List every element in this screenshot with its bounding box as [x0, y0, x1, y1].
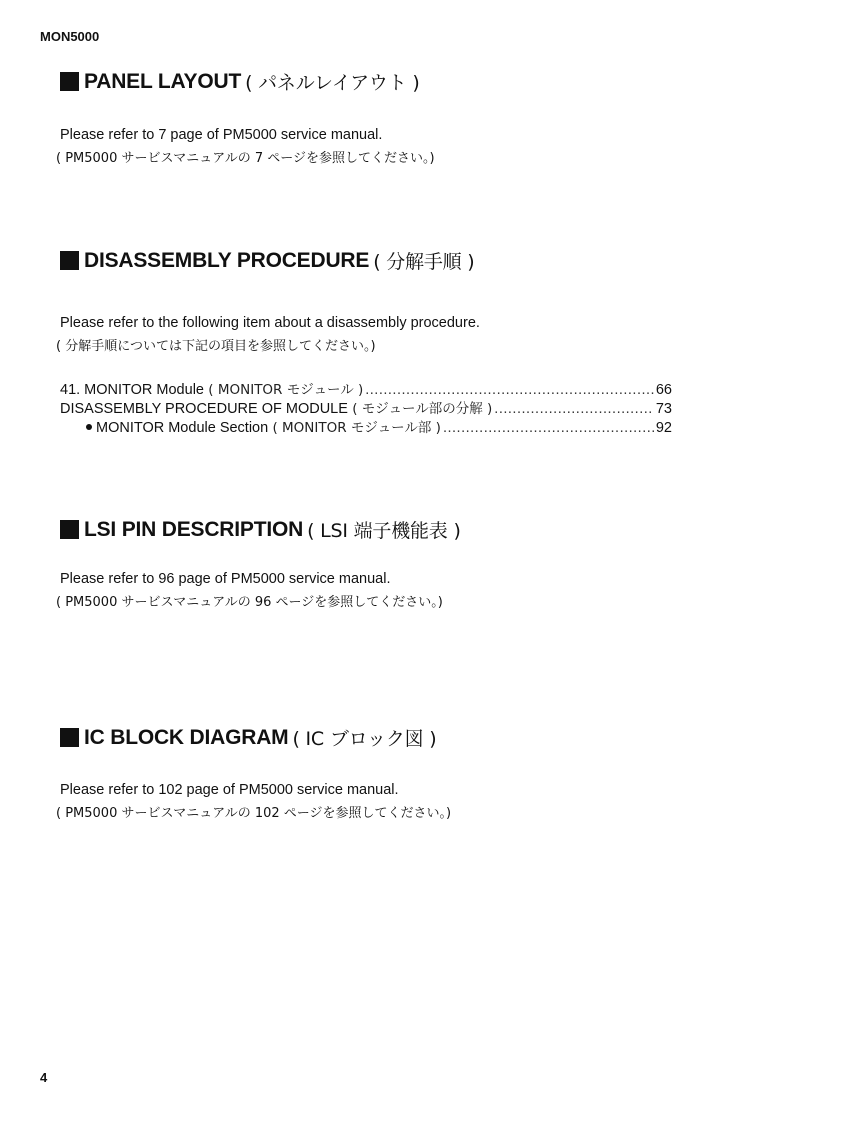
section-title-jp: ( パネルレイアウト )	[245, 72, 420, 94]
toc-row[interactable]	[60, 378, 672, 397]
square-bullet-icon	[60, 520, 79, 539]
toc-leader-dots	[494, 401, 654, 417]
section-panel-layout	[56, 68, 760, 166]
toc-row[interactable]	[60, 416, 672, 435]
square-bullet-icon	[60, 728, 79, 747]
section-disassembly-procedure	[56, 247, 760, 354]
toc-label: 41. MONITOR Module ( MONITOR モジュール )	[60, 382, 364, 398]
section-title	[60, 247, 760, 274]
section-text-jp: ( 分解手順については下記の項目を参照してください。)	[56, 339, 376, 354]
toc-page-number: 73	[655, 401, 672, 417]
page-number: 4	[40, 1070, 48, 1085]
toc-leader-dots	[365, 382, 654, 398]
section-text-jp: ( PM5000 サービスマニュアルの 7 ページを参照してください。)	[56, 151, 435, 166]
section-title	[60, 68, 760, 95]
bullet-icon	[86, 424, 92, 430]
section-text-jp: ( PM5000 サービスマニュアルの 96 ページを参照してください。)	[56, 595, 443, 610]
toc-page-number: 92	[655, 420, 672, 436]
section-text-en: Please refer to the following item about a disassembly procedure.	[60, 315, 480, 331]
document-model-header: MON5000	[40, 29, 100, 44]
section-title-en: IC BLOCK DIAGRAM	[84, 725, 289, 749]
section-ic-block-diagram	[56, 724, 760, 821]
section-text-en: Please refer to 96 page of PM5000 service manual.	[60, 571, 391, 587]
section-text-jp: ( PM5000 サービスマニュアルの 102 ページを参照してください。)	[56, 806, 452, 821]
toc-label: DISASSEMBLY PROCEDURE OF MODULE ( モジュール部の分解 )	[60, 401, 493, 417]
section-title	[60, 516, 760, 543]
section-lsi-pin-description	[56, 516, 760, 610]
section-title	[60, 724, 760, 751]
section-text-en: Please refer to 102 page of PM5000 service manual.	[60, 782, 399, 798]
toc-label: MONITOR Module Section ( MONITOR モジュール部 )	[86, 416, 441, 436]
section-title-jp: ( 分解手順 )	[373, 251, 475, 273]
toc-page-number: 66	[655, 382, 672, 398]
section-title-en: PANEL LAYOUT	[84, 69, 242, 93]
section-title-jp: ( IC ブロック図 )	[292, 728, 437, 750]
section-text-en: Please refer to 7 page of PM5000 service manual.	[60, 127, 383, 143]
disassembly-toc	[60, 378, 672, 435]
square-bullet-icon	[60, 72, 79, 91]
section-title-en: LSI PIN DESCRIPTION	[84, 517, 304, 541]
toc-leader-dots	[443, 420, 654, 436]
toc-row[interactable]	[60, 397, 672, 416]
section-title-en: DISASSEMBLY PROCEDURE	[84, 248, 370, 272]
square-bullet-icon	[60, 251, 79, 270]
section-title-jp: ( LSI 端子機能表 )	[307, 520, 461, 542]
